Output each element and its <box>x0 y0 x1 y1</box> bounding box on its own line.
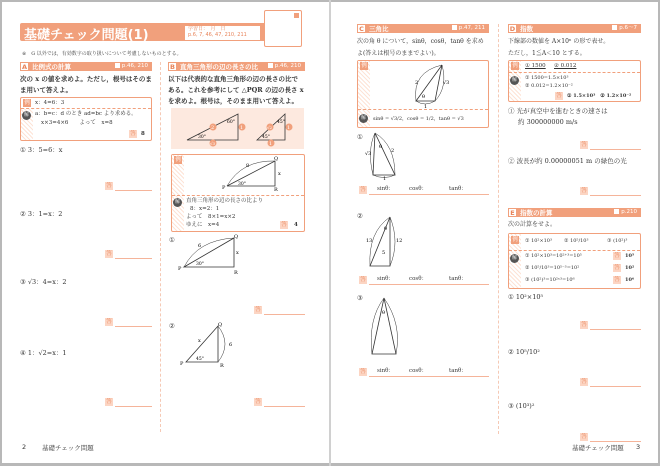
reference-triangles-figure <box>171 108 304 149</box>
answer-line <box>369 284 489 285</box>
section-d-header <box>508 24 641 33</box>
angle-label: 60° <box>227 120 235 125</box>
triangle-b1 <box>176 234 246 274</box>
tan-label: tanθ： <box>449 186 467 192</box>
answer-field-d2[interactable] <box>580 187 641 196</box>
divider <box>21 108 151 109</box>
answer-tag: 答 <box>360 369 366 375</box>
side-label: 6 <box>198 243 202 249</box>
solution-line: ① 10²×10³=10²⁺³=10⁵ <box>525 253 582 259</box>
vertex-label: R <box>234 270 238 274</box>
vertex-label: R <box>220 363 224 368</box>
cos-label: cosθ： <box>409 186 428 192</box>
score-box[interactable] <box>264 10 302 47</box>
instruction-line: を求めよ。根号は，そのまま用いて答えよ。 <box>168 97 298 105</box>
answer-tag: 答 <box>581 188 587 194</box>
solution-line: ゆえに x=4 <box>186 222 220 228</box>
answer-line <box>590 386 641 387</box>
instruction-line: 次の x の値を求めよ。ただし，根号はそのま <box>20 75 152 83</box>
answer-field-a4[interactable] <box>105 398 152 407</box>
problem-d1-value: 約 300000000 m/s <box>518 118 578 126</box>
answer-line <box>590 195 641 196</box>
answer-tag: 答 <box>556 93 562 99</box>
section-ref <box>268 62 301 71</box>
vertex-label: P <box>180 361 184 367</box>
triangle-c3 <box>362 294 412 360</box>
section-a-instruction <box>20 74 152 96</box>
label: 1 <box>287 125 291 131</box>
problem-a2: ② 3：1=x：2 <box>20 210 63 218</box>
title-info <box>185 26 260 40</box>
solution-line: x×3=4×6 よって x=8 <box>41 120 113 126</box>
side-label: 5 <box>382 250 386 256</box>
triangle-c2 <box>362 212 412 272</box>
problem-c2: ② <box>357 212 363 220</box>
answer-tag: 答 <box>614 265 620 271</box>
angle-label: 30° <box>238 182 246 187</box>
angle-label: 30° <box>196 262 204 267</box>
book-icon <box>115 63 120 68</box>
problem-a1: ① 3：5=6：x <box>20 146 63 154</box>
answer-tag: 答 <box>581 434 587 440</box>
section-a-example <box>20 97 152 141</box>
book-icon <box>268 63 273 68</box>
section-ref <box>612 24 637 33</box>
problem-b1: ① <box>169 236 175 244</box>
label: 1 <box>240 125 244 131</box>
vertex-label: Q <box>218 322 223 328</box>
answer-tag: 答 <box>360 187 366 193</box>
side-label: 1 <box>424 104 428 108</box>
answer-tag: 答 <box>281 222 287 228</box>
solution-badge: 解 <box>174 199 180 205</box>
section-letter: E <box>508 208 517 217</box>
vertex-label: Q <box>274 156 279 162</box>
answer-line <box>590 149 641 150</box>
page-number-right: 3 <box>636 443 641 451</box>
hatch-decoration <box>172 155 184 231</box>
answer-line <box>115 190 152 191</box>
ref-pages: p.46, 210 <box>274 63 301 69</box>
column-divider <box>498 24 499 434</box>
problem-c1: ① <box>357 133 363 141</box>
angle-label: 45° <box>262 135 270 140</box>
answer-line <box>369 194 489 195</box>
answer-tag: 答 <box>106 319 112 325</box>
answer-field-a1[interactable] <box>105 182 152 191</box>
section-c-instruction <box>357 36 484 60</box>
angle-label: θ <box>382 310 386 316</box>
example-tag: 例 <box>175 157 181 163</box>
book-icon <box>612 25 617 30</box>
note: ※ G 以外では，有効数字の取り扱いについて考慮しないものとする。 <box>22 51 182 57</box>
page-number-left: 2 <box>22 443 27 451</box>
section-d-instruction <box>508 36 609 60</box>
problem-e2: ② 10⁵/10² <box>508 348 540 356</box>
instruction-line: ま用いて答えよ。 <box>20 86 72 94</box>
answer-field-a3[interactable] <box>105 318 152 327</box>
section-c-example <box>357 60 489 128</box>
answer-line <box>264 406 305 407</box>
section-letter: B <box>168 62 177 71</box>
tan-label: tanθ： <box>449 368 467 374</box>
section-e-instruction: 次の計算をせよ。 <box>508 221 557 228</box>
solution-line: よって 8×1=x×2 <box>186 214 236 220</box>
divider <box>358 109 488 110</box>
label: 1 <box>269 141 273 147</box>
answer-tag: 答 <box>581 379 587 385</box>
label: √3 <box>210 141 216 146</box>
answer-field-e3[interactable] <box>580 433 641 442</box>
side-label: 12 <box>396 238 403 244</box>
divider <box>509 72 640 73</box>
example-tag: 例 <box>24 100 30 106</box>
sin-label: sinθ： <box>377 368 394 374</box>
solution-badge: 解 <box>511 77 517 83</box>
example-triangle <box>212 155 282 191</box>
problem-e3: ③ (10³)² <box>508 402 535 410</box>
sin-label: sinθ： <box>377 186 394 192</box>
answer-tag: 答 <box>106 183 112 189</box>
answer-line <box>590 329 641 330</box>
instruction-line: 下線部の数値を A×10ⁿ の形で表せ。 <box>508 38 610 45</box>
section-title: 三角比 <box>369 25 389 33</box>
answer-field-b2[interactable] <box>254 398 305 407</box>
triangle-c1 <box>365 130 415 180</box>
answer-tag: 答 <box>614 253 620 259</box>
side-label: 1 <box>383 176 387 180</box>
section-e-header <box>508 208 641 217</box>
side-label: 2 <box>391 148 395 154</box>
section-letter: A <box>21 63 28 71</box>
instruction-line: 以下は代表的な直角三角形の辺の長さの比で <box>168 75 298 83</box>
example-answer: 4 <box>294 222 298 228</box>
answer-line <box>115 406 152 407</box>
solution-line: ① 1500=1.5×10³ <box>525 75 569 81</box>
example-answer: 10⁶ <box>625 277 635 283</box>
section-ref <box>115 62 148 71</box>
solution-badge: 解 <box>23 112 29 118</box>
book-spine <box>329 0 331 466</box>
tan-label: tanθ： <box>449 276 467 282</box>
book-icon <box>614 209 619 214</box>
section-letter: D <box>509 25 516 33</box>
score-marker-icon <box>294 13 299 18</box>
ref-pages: p.6〜7 <box>619 25 637 31</box>
answer-field-d1[interactable] <box>580 141 641 150</box>
section-e-example <box>508 233 641 289</box>
problem-c3: ③ <box>357 294 363 302</box>
cos-label: cosθ： <box>409 368 428 374</box>
answer-line <box>369 376 489 377</box>
section-letter: C <box>357 24 366 33</box>
answer-line <box>115 258 152 259</box>
section-c-header <box>357 24 489 33</box>
instruction-line: ただし，1≦A＜10 とする。 <box>508 50 586 57</box>
side-label: x <box>278 171 281 177</box>
side-label: x <box>236 250 239 256</box>
instruction-line: ある。これを参考にして △PQR の辺の長さ x <box>168 86 304 94</box>
triangle-b2 <box>176 320 246 368</box>
problem-d2: ② 波長が約 0.00000051 m の緑色の光 <box>508 157 627 165</box>
answer-tag: 答 <box>581 322 587 328</box>
section-b-header <box>168 62 305 71</box>
vertex-label: Q <box>234 234 239 240</box>
running-title-left: 基礎チェック問題 <box>42 444 94 452</box>
reference-triangles <box>171 108 304 149</box>
angle-label: 45° <box>196 357 204 362</box>
problem-e1: ① 10²×10⁵ <box>508 293 544 301</box>
example-answer: 8 <box>141 131 145 137</box>
ref-pages: p.47, 211 <box>458 25 485 31</box>
example-answer: ① 1.5×10³ ② 1.2×10⁻² <box>567 93 632 99</box>
divider <box>509 250 640 251</box>
angle-label: θ <box>422 94 426 100</box>
side-label: 8 <box>246 163 250 169</box>
angle-label: θ <box>384 226 388 232</box>
cos-label: cosθ： <box>409 276 428 282</box>
section-ref <box>452 24 485 33</box>
solution-line: 8：x=2：1 <box>190 206 220 212</box>
sin-label: sinθ： <box>377 276 394 282</box>
example-tag: 例 <box>512 63 518 69</box>
example-problem: ② 10⁵/10³ <box>564 238 589 244</box>
section-title: 比例式の計算 <box>32 63 71 71</box>
example-problem: ① 1500 <box>525 63 546 69</box>
instruction-line: 次の角 θ について，sinθ，cosθ，tanθ を求め <box>357 38 484 45</box>
answer-field-a2[interactable] <box>105 250 152 259</box>
side-label: √3 <box>365 151 372 157</box>
problem-a4: ④ 1：√2=x：1 <box>20 349 67 357</box>
answer-tag: 答 <box>360 277 366 283</box>
vertex-label: R <box>274 187 278 191</box>
answer-field-c2[interactable] <box>359 276 489 285</box>
running-title-right: 基礎チェック問題 <box>572 444 624 452</box>
side-label: 6 <box>229 342 233 348</box>
book-icon <box>452 25 457 30</box>
answer-tag: 答 <box>106 399 112 405</box>
section-title: 指数の計算 <box>520 209 553 217</box>
example-triangle <box>408 62 458 108</box>
answer-tag: 答 <box>255 307 261 313</box>
page-title: 基礎チェック問題(1) <box>24 28 149 43</box>
section-b-example <box>171 154 305 232</box>
answer-tag: 答 <box>255 399 261 405</box>
answer-tag: 答 <box>614 277 620 283</box>
angle-label: 30° <box>198 135 206 140</box>
reference-pages: p.6, 7, 46, 47, 210, 211 <box>188 32 247 38</box>
answer-line <box>264 314 305 315</box>
example-problem: ① 10²×10³ <box>525 238 552 244</box>
solution-badge: 解 <box>360 115 366 121</box>
example-problem: ② 0.012 <box>554 63 577 69</box>
answer-field-b1[interactable] <box>254 306 305 315</box>
example-answer: 10⁵ <box>625 253 635 259</box>
solution-line: 直角三角形の辺の長さの比より <box>186 198 264 204</box>
answer-tag: 答 <box>106 251 112 257</box>
angle-label: θ <box>379 144 383 150</box>
section-ref <box>614 208 637 217</box>
vertex-label: P <box>222 185 226 191</box>
side-label: x <box>198 338 201 344</box>
answer-field-e2[interactable] <box>580 378 641 387</box>
problem-a3: ③ √3：4=x：2 <box>20 278 67 286</box>
answer-field-c3[interactable] <box>359 368 489 377</box>
answer-line <box>115 326 152 327</box>
side-label: 2 <box>415 80 419 86</box>
section-d-example <box>508 60 641 102</box>
angle-label: 45° <box>277 120 285 125</box>
solution-badge: 解 <box>511 255 517 261</box>
ref-pages: p.210 <box>621 209 637 215</box>
side-label: √3 <box>443 80 450 86</box>
example-problem: x：4=6：3 <box>35 100 65 106</box>
answer-tag: 答 <box>130 131 136 137</box>
side-label: 13 <box>366 238 373 244</box>
example-problem: ③ (10²)³ <box>607 238 628 244</box>
problem-b2: ② <box>169 322 175 330</box>
instruction-line: よ(答えは根号のままでよい)。 <box>357 50 440 57</box>
study-date-label: 学習日： 月 日 <box>188 26 226 32</box>
solution-line: a：b=c：d のとき ad=bc より求める。 <box>35 111 137 117</box>
section-a-header <box>20 62 152 71</box>
ref-pages: p.46, 210 <box>121 63 148 69</box>
solution-line: ② 10⁵/10³=10⁵⁻³=10² <box>525 265 580 271</box>
section-b-instruction <box>168 74 304 107</box>
section-title: 指数 <box>520 25 533 33</box>
divider <box>172 195 304 196</box>
solution-line: ③ (10²)³=10²ˣ³=10⁶ <box>525 277 575 283</box>
answer-line <box>590 441 641 442</box>
problem-d1: ① 光が真空中を進むときの速さは <box>508 107 608 115</box>
solution-line: ② 0.012=1.2×10⁻² <box>525 83 573 89</box>
section-title: 直角三角形の辺の長さの比 <box>180 63 258 71</box>
example-tag: 例 <box>512 237 518 243</box>
answer-field-c1[interactable] <box>359 186 489 195</box>
label: 2 <box>211 125 215 131</box>
example-answer: 10² <box>625 265 635 271</box>
example-tag: 例 <box>361 63 367 69</box>
answer-tag: 答 <box>581 142 587 148</box>
column-divider <box>160 62 161 432</box>
answer-field-e1[interactable] <box>580 321 641 330</box>
vertex-label: P <box>178 266 182 272</box>
label: √2 <box>267 125 273 130</box>
solution-line: sinθ = √3/2，cosθ = 1/2，tanθ = √3 <box>373 116 464 122</box>
